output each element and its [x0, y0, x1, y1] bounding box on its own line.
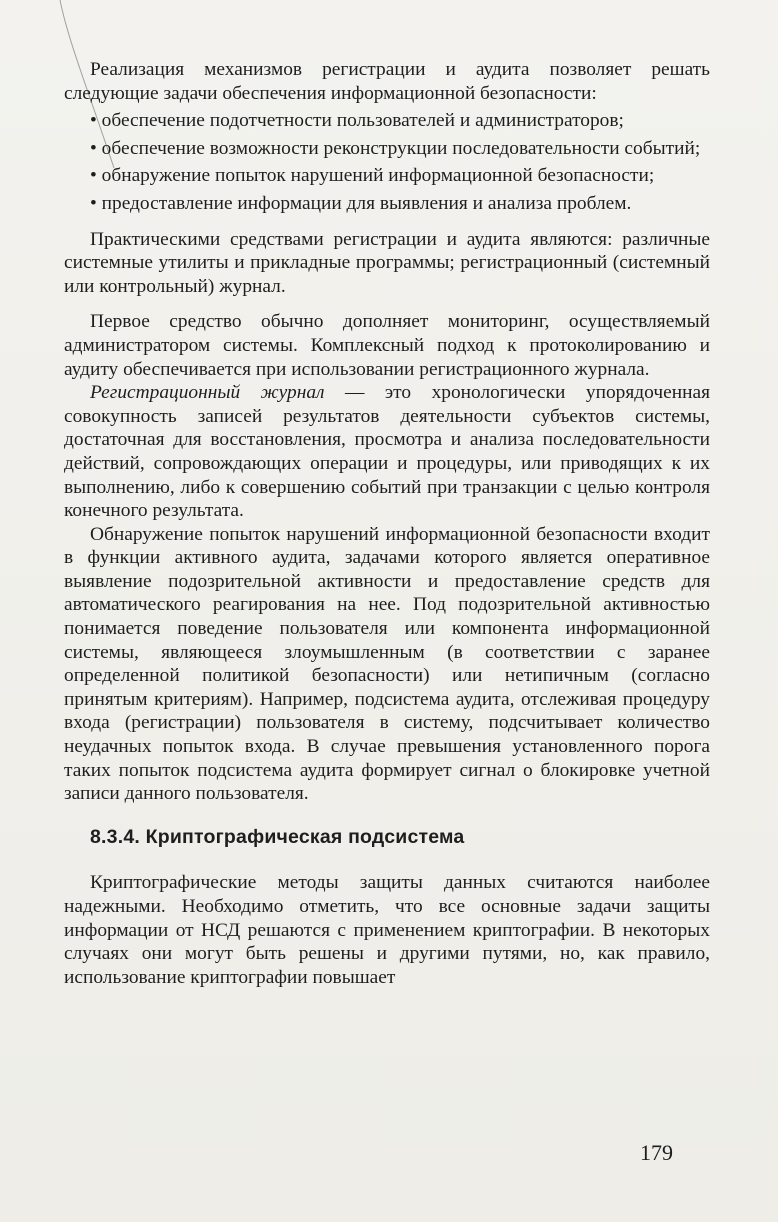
list-item: • обеспечение возможности реконструкции последовательности событий; [90, 137, 701, 159]
definition-text: — это хронологически упорядоченная совокупность записей результатов деятельности субъектов системы, достаточная для восстановления, просмотра и анализа последовательности действий, сопровождающих операции и процедуры, или приводящих к их выполнению, либо к совершению событий при транзакции с целью контроля конечного результата. [64, 382, 710, 522]
list-item: • предоставление информации для выявления и анализа проблем. [90, 192, 632, 214]
body-text [64, 58, 710, 989]
term-registration-journal: Регистрационный журнал [90, 382, 325, 404]
paragraph-active-audit: Обнаружение попыток нарушений информационной безопасности входит в функции активного аудита, задачами которого является оперативное выявление подозрительной активности и предоставление средств для автоматического реагирования на нее. Под подозрительной активностью понимается поведение пользователя или компонента информационной системы, являющееся злоумышленным (в соответствии с заранее определенной политикой безопасности) или нетипичным (согласно принятым критериям). Например, подсистема аудита, отслеживая процедуру входа (регистрации) пользователя в систему, подсчитывает количество неудачных попыток входа. В случае превышения установленного порога таких попыток подсистема аудита формирует сигнал о блокировке учетной записи данного пользователя. [64, 523, 710, 805]
paragraph-tools: Практическими средствами регистрации и аудита являются: различные системные утилиты и прикладные программы; регистрационный (системный или контрольный) журнал. [64, 228, 710, 297]
paragraph-definition [64, 381, 710, 523]
paragraph-intro: Реализация механизмов регистрации и аудита позволяет решать следующие задачи обеспечения информационной безопасности: [64, 59, 710, 104]
paragraph-first-tool: Первое средство обычно дополняет мониторинг, осуществляемый администратором системы. Комплексный подход к протоколированию и аудиту обеспечивается при использовании регистрационного журнала. [64, 311, 710, 380]
section-heading: 8.3.4. Криптографическая подсистема [90, 825, 465, 848]
list-item: • обнаружение попыток нарушений информационной безопасности; [90, 165, 655, 187]
paragraph-crypto: Криптографические методы защиты данных считаются наиболее надежными. Необходимо отметить, что все основные задачи защиты информации от НСД решаются с применением криптографии. В некоторых случаях они могут быть решены и другими путями, но, как правило, использование криптографии повышает [64, 872, 710, 988]
list-item: • обеспечение подотчетности пользователей и администраторов; [90, 110, 624, 132]
page-number: 179 [640, 1140, 673, 1165]
